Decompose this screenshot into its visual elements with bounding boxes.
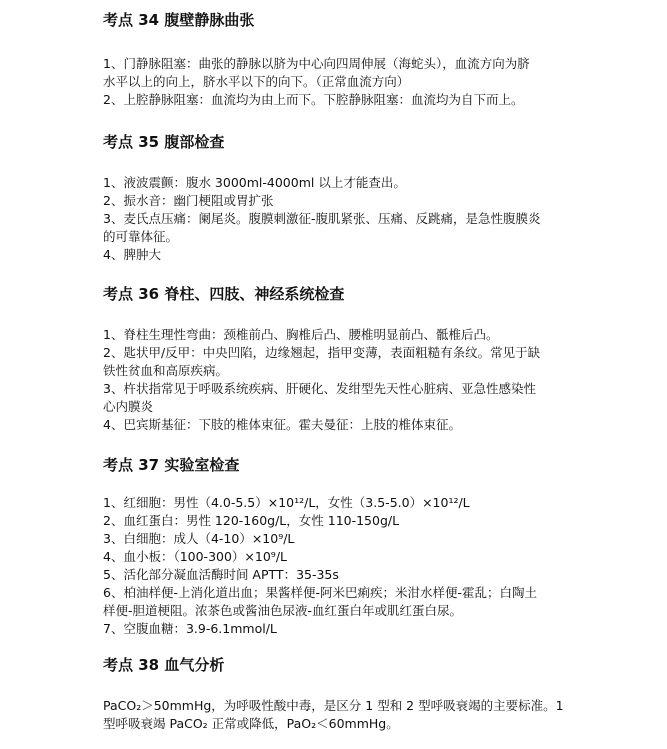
text-line: 2、血红蛋白：男性 120-160g/L，女性 110-150g/L [103, 513, 400, 528]
text-line: 7、空腹血糖：3.9-6.1mmol/L [103, 621, 277, 636]
text-line: 1、脊柱生理性弯曲：颈椎前凸、胸椎后凸、腰椎明显前凸、骶椎后凸。 [103, 327, 499, 342]
text-line: 4、巴宾斯基征：下肢的椎体束征。霍夫曼征：上肢的椎体束征。 [103, 417, 461, 432]
text-line: 心内膜炎 [103, 399, 154, 414]
text-line: 的可靠体征。 [103, 229, 179, 244]
section-title-35: 考点 35 腹部检查 [103, 133, 225, 151]
text-line: 2、振水音：幽门梗阻或胃扩张 [103, 193, 274, 208]
section-title-37: 考点 37 实验室检查 [103, 456, 240, 474]
text-line: 水平以上的向上，脐水平以下的向下。（正常血流方向） [103, 74, 410, 89]
text-line: 5、活化部分凝血活酶时间 APTT：35-35s [103, 567, 339, 582]
text-line: 1、液波震颤：腹水 3000ml-4000ml 以上才能查出。 [103, 175, 406, 190]
text-line: 4、血小板：（100-300）×10⁹/L [103, 549, 287, 564]
text-line: 铁性贫血和高原疾病。 [103, 363, 229, 378]
text-line: 型呼吸衰竭 PaCO₂ 正常或降低，PaO₂＜60mmHg。 [103, 716, 399, 731]
text-line: 4、脾肿大 [103, 247, 161, 262]
text-line: PaCO₂＞50mmHg，为呼吸性酸中毒，是区分 1 型和 2 型呼吸衰竭的主要标准。1 [103, 698, 564, 713]
text-line: 3、白细胞：成人（4-10）×10⁹/L [103, 531, 295, 546]
text-line: 6、柏油样便-上消化道出血；果酱样便-阿米巴痢疾；米泔水样便-霍乱；白陶土 [103, 585, 537, 600]
section-title-36: 考点 36 脊柱、四肢、神经系统检查 [103, 285, 345, 303]
text-line: 2、匙状甲/反甲：中央凹陷，边缘翘起，指甲变薄，表面粗糙有条纹。常见于缺 [103, 345, 541, 360]
text-line: 1、红细胞：男性（4.0-5.5）×10¹²/L，女性（3.5-5.0）×10¹²/L [103, 495, 470, 510]
text-line: 2、上腔静脉阻塞：血流均为由上而下。下腔静脉阻塞：血流均为自下而上。 [103, 92, 524, 107]
text-line: 1、门静脉阻塞：曲张的静脉以脐为中心向四周伸展（海蛇头），血流方向为脐 [103, 56, 530, 71]
section-title-38: 考点 38 血气分析 [103, 656, 225, 674]
text-line: 样便-胆道梗阻。浓茶色或酱油色尿液-血红蛋白年或肌红蛋白尿。 [103, 603, 463, 618]
text-line: 3、麦氏点压痛：阑尾炎。腹膜刺激征-腹肌紧张、压痛、反跳痛，是急性腹膜炎 [103, 211, 541, 226]
section-title-34: 考点 34 腹壁静脉曲张 [103, 11, 255, 29]
text-line: 3、杵状指常见于呼吸系统疾病、肝硬化、发绀型先天性心脏病、亚急性感染性 [103, 381, 536, 396]
